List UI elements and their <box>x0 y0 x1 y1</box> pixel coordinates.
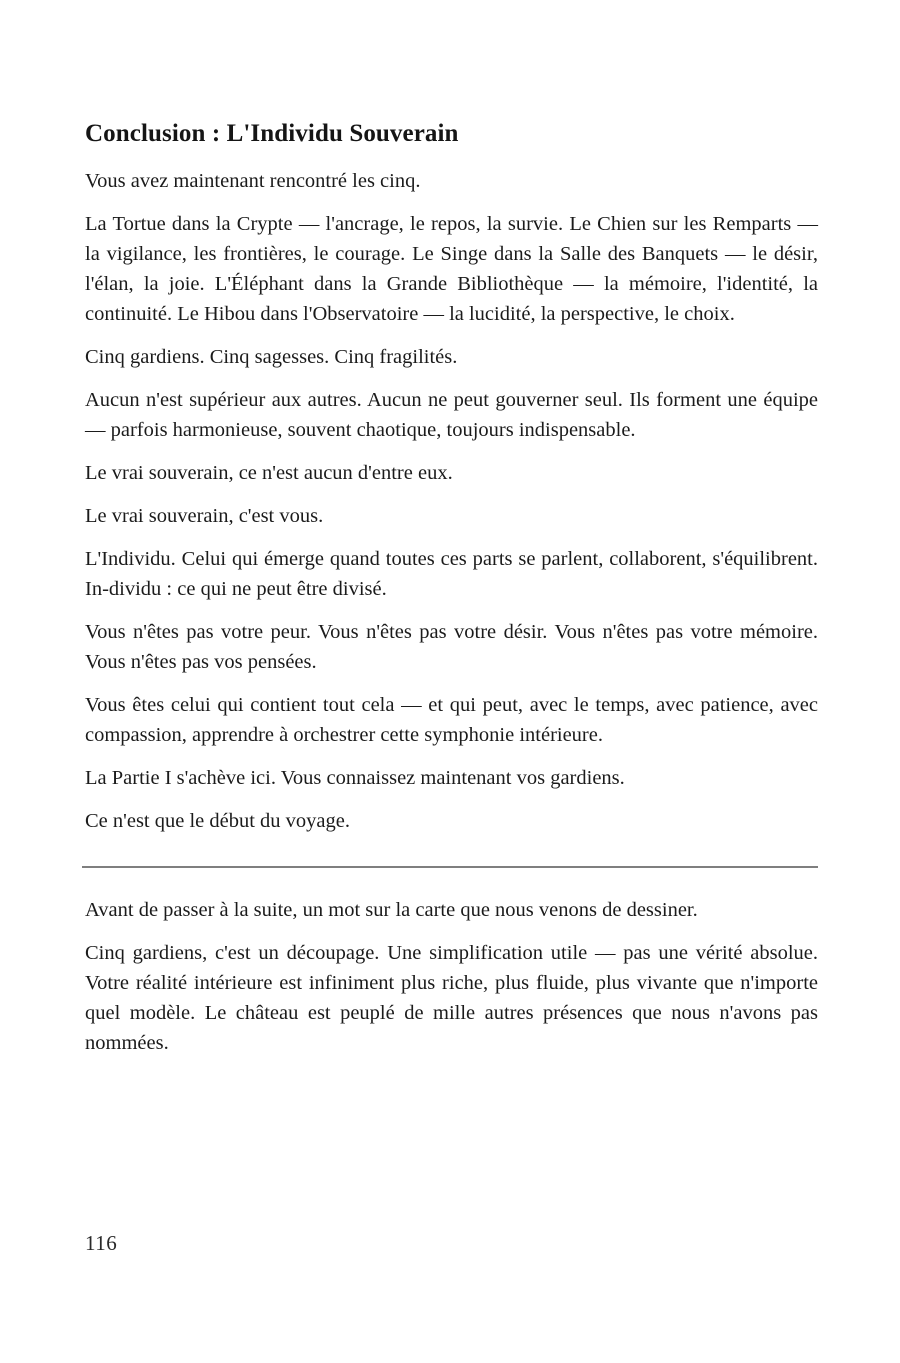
paragraph: Cinq gardiens, c'est un découpage. Une simplification utile — pas une vérité absolue. Votre réalité intérieure est infiniment plus riche, plus fluide, plus vivante que n'importe quel modèle. Le château est peuplé de mille autres présences que nous n'avons pas nommées. <box>85 942 818 1054</box>
text-column <box>85 118 818 1071</box>
paragraph: Cinq gardiens. Cinq sagesses. Cinq fragilités. <box>85 346 458 368</box>
paragraph: Le vrai souverain, c'est vous. <box>85 505 324 527</box>
paragraph: Vous êtes celui qui contient tout cela — et qui peut, avec le temps, avec patience, avec compassion, apprendre à orchestrer cette symphonie intérieure. <box>85 694 818 746</box>
section-divider <box>82 866 818 868</box>
paragraph: Vous avez maintenant rencontré les cinq. <box>85 170 421 192</box>
paragraph: Le vrai souverain, ce n'est aucun d'entre eux. <box>85 462 453 484</box>
paragraph: La Partie I s'achève ici. Vous connaissez maintenant vos gardiens. <box>85 767 625 789</box>
paragraph: L'Individu. Celui qui émerge quand toutes ces parts se parlent, collaborent, s'équilibrent. In-dividu : ce qui ne peut être divisé. <box>85 548 818 600</box>
paragraph: Avant de passer à la suite, un mot sur la carte que nous venons de dessiner. <box>85 899 698 921</box>
page-number: 116 <box>85 1231 118 1255</box>
paragraph: Ce n'est que le début du voyage. <box>85 810 350 832</box>
paragraph: Aucun n'est supérieur aux autres. Aucun ne peut gouverner seul. Ils forment une équipe — parfois harmonieuse, souvent chaotique, toujours indispensable. <box>85 389 818 441</box>
chapter-heading: Conclusion : L'Individu Souverain <box>85 120 459 147</box>
paragraph: Vous n'êtes pas votre peur. Vous n'êtes pas votre désir. Vous n'êtes pas votre mémoire. Vous n'êtes pas vos pensées. <box>85 621 818 673</box>
paragraph: La Tortue dans la Crypte — l'ancrage, le repos, la survie. Le Chien sur les Remparts — la vigilance, les frontières, le courage. Le Singe dans la Salle des Banquets — le désir, l'élan, la joie. L'Éléphant dans la Grande Bibliothèque — la mémoire, l'identité, la continuité. Le Hibou dans l'Observatoire — la lucidité, la perspective, le choix. <box>85 213 818 325</box>
